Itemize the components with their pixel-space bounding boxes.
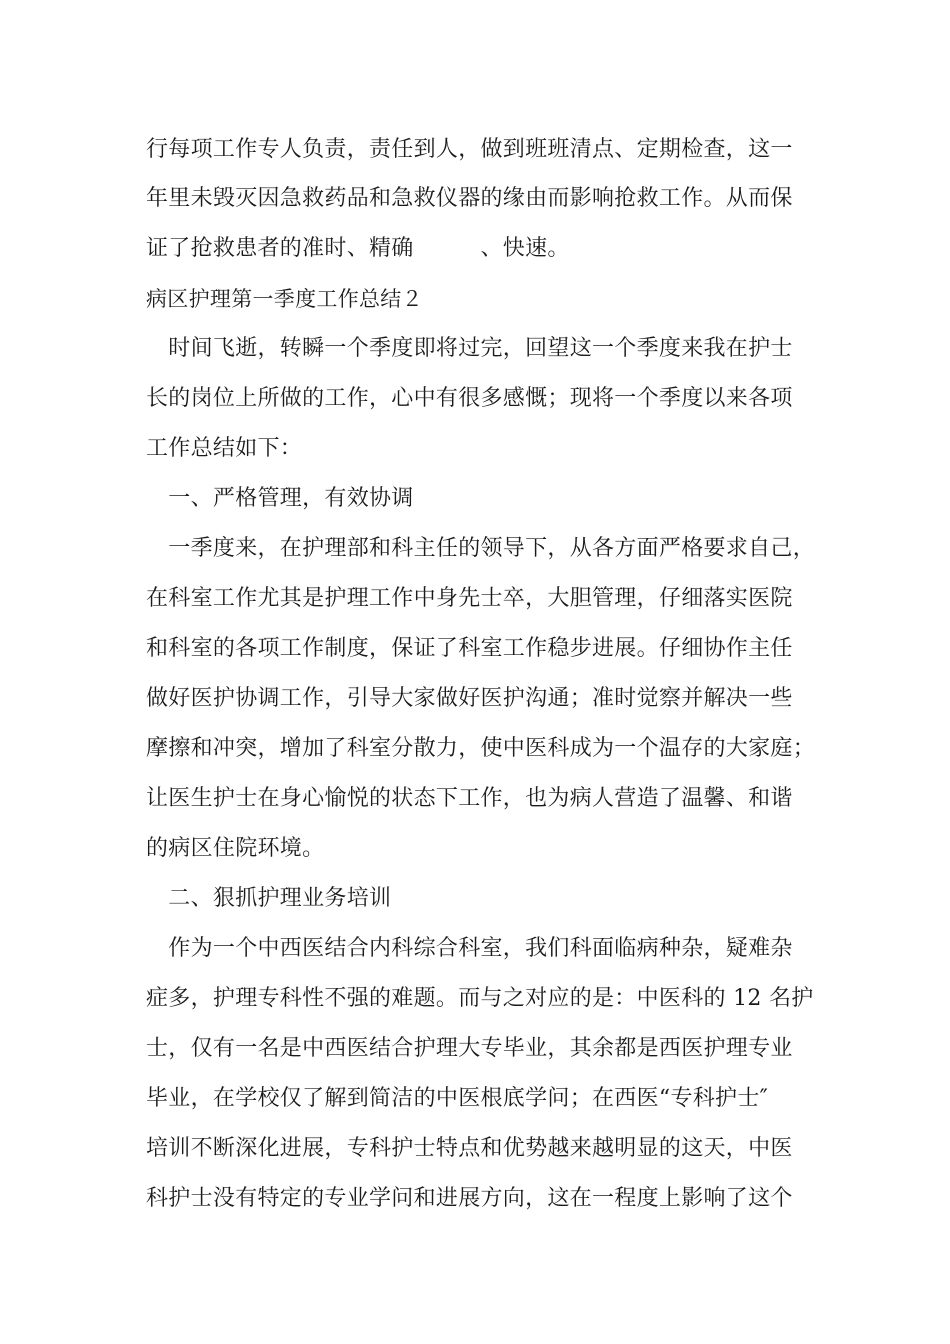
section-title: 病区护理第一季度工作总结２ (146, 288, 423, 311)
subheading: 二、狠抓护理业务培训 (146, 886, 392, 911)
paragraph-line: 作为一个中西医结合内科综合科室，我们科面临病种杂，疑难杂 (146, 936, 793, 961)
paragraph-line: 行每项工作专人负责，责任到人，做到班班清点、定期检查，这一 (146, 137, 793, 162)
paragraph-line: 工作总结如下： (146, 436, 303, 461)
paragraph-line: 和科室的各项工作制度，保证了科室工作稳步进展。仔细协作主任 (146, 636, 793, 661)
paragraph-line: 长的岗位上所做的工作，心中有很多感慨；现将一个季度以来各项 (146, 386, 793, 411)
paragraph-line: 摩擦和冲突，增加了科室分散力，使中医科成为一个温存的大家庭； (146, 736, 816, 761)
paragraph-line: 毕业，在学校仅了解到简洁的中医根底学问；在西医“专科护士″ (146, 1086, 769, 1111)
paragraph-line: 年里未毁灭因急救药品和急救仪器的缘由而影响抢救工作。从而保 (146, 186, 793, 211)
paragraph-line: 时间飞逝，转瞬一个季度即将过完，回望这一个季度来我在护士 (146, 336, 793, 361)
paragraph-line: 的病区住院环境。 (146, 836, 325, 861)
paragraph-line: 证了抢救患者的准时、精确 、快速。 (146, 236, 570, 261)
paragraph-line: 让医生护士在身心愉悦的状态下工作，也为病人营造了温馨、和谐 (146, 786, 793, 811)
paragraph-line: 一季度来，在护理部和科主任的领导下，从各方面严格要求自己， (146, 536, 816, 561)
subheading: 一、严格管理，有效协调 (146, 486, 414, 511)
paragraph-line: 症多，护理专科性不强的难题。而与之对应的是：中医科的 12 名护 (146, 986, 814, 1011)
paragraph-line: 做好医护协调工作，引导大家做好医护沟通；准时觉察并解决一些 (146, 686, 793, 711)
paragraph-line: 科护士没有特定的专业学问和进展方向，这在一程度上影响了这个 (146, 1186, 793, 1211)
paragraph-line: 培训不断深化进展，专科护士特点和优势越来越明显的这天，中医 (146, 1136, 793, 1161)
paragraph-line: 在科室工作尤其是护理工作中身先士卒，大胆管理，仔细落实医院 (146, 586, 793, 611)
paragraph-line: 士，仅有一名是中西医结合护理大专毕业，其余都是西医护理专业 (146, 1036, 793, 1061)
